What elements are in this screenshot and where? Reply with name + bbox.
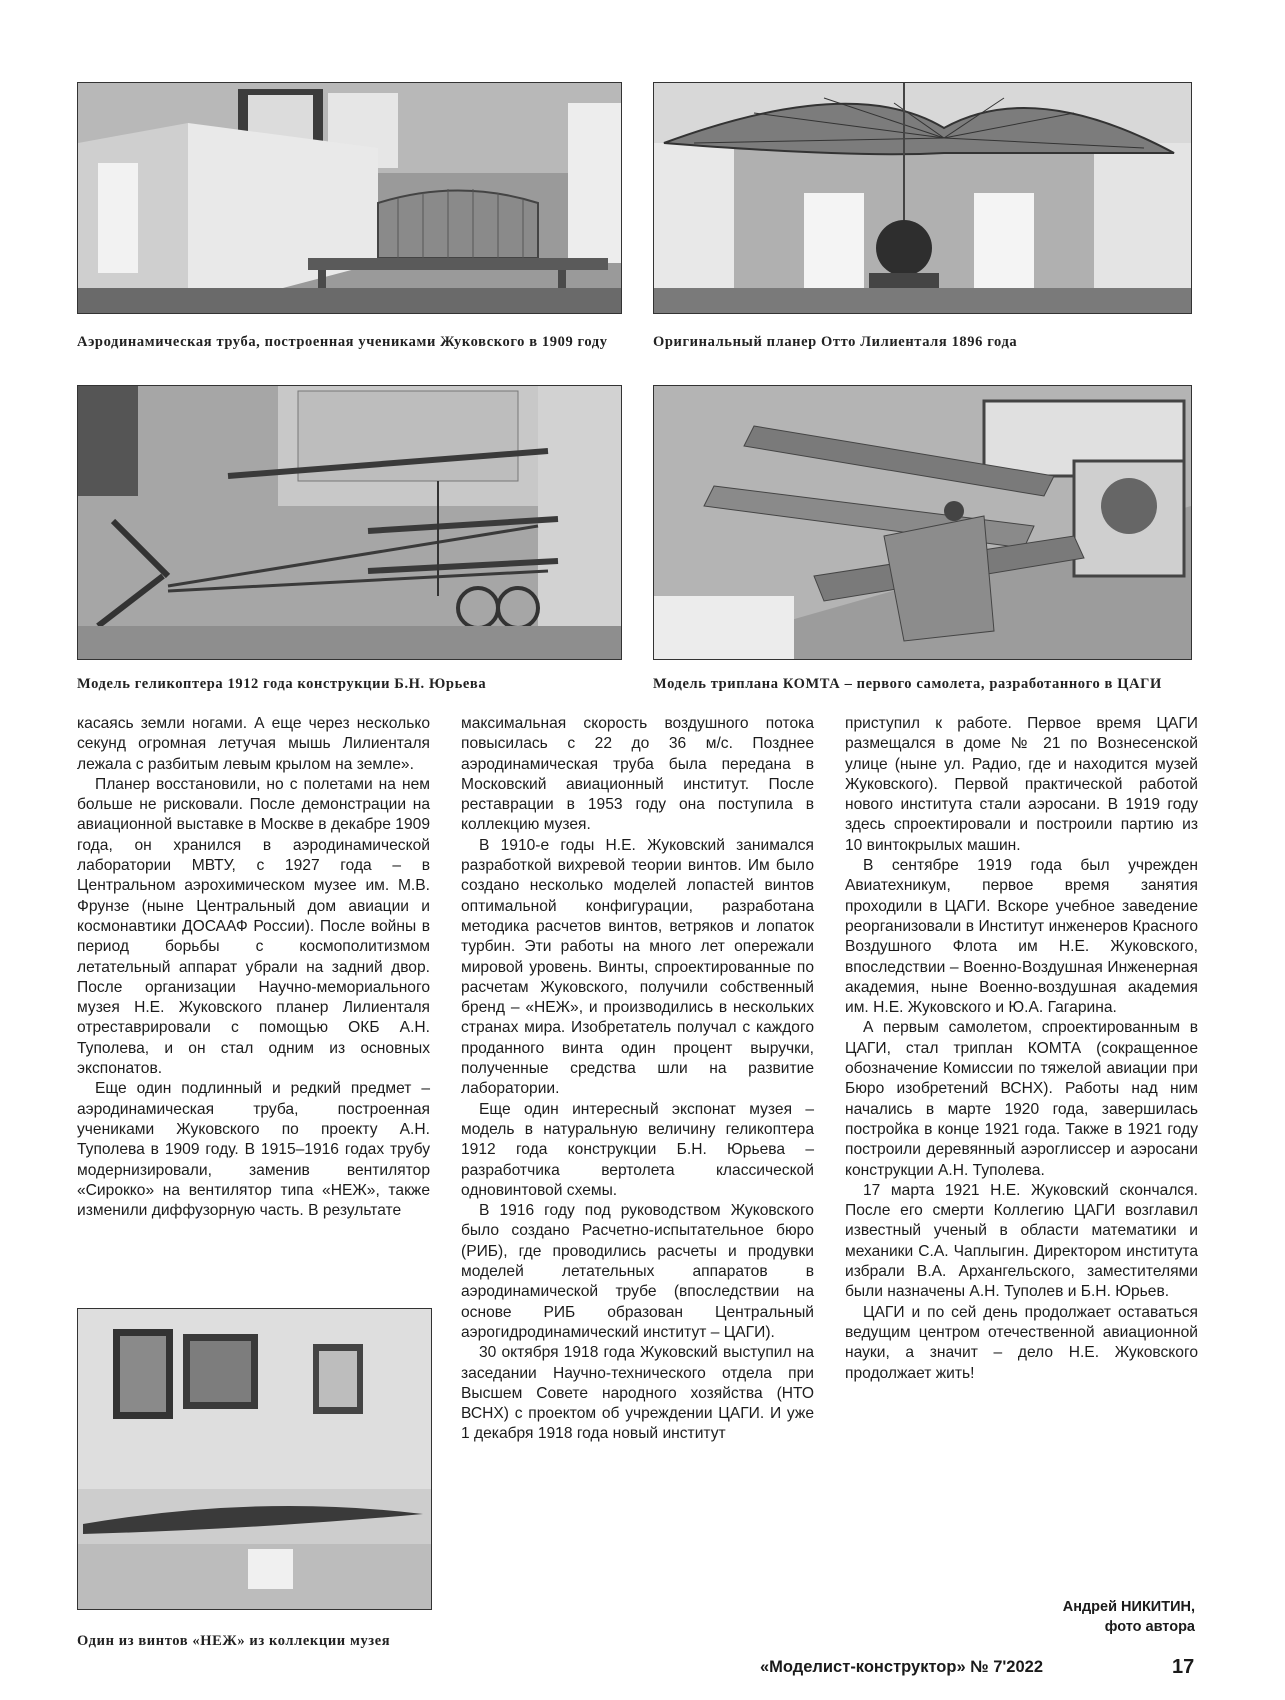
paragraph: А первым самолетом, спроектированным в ЦАГИ, стал триплан КОМТА (сокращенное обозначение Комиссии по тяжелой авиации при Бюро изобретений ВСНХ). Работы над ним начались в марте 1920 года, завершилась постройка в конце 1921 года. Также в 1921 году построили деревянный аэроглиссер и аэросани конструкции А.Н. Туполева. <box>845 1019 1198 1179</box>
paragraph: 17 марта 1921 Н.Е. Жуковский скончался. После его смерти Коллегию ЦАГИ возглавил известный ученый в области математики и механики С.А. Чаплыгин. Директором института избрали В.А. Архангельского, заместителями были назначены А.Н. Туполев и Б.Н. Юрьев. <box>845 1181 1198 1301</box>
paragraph: 30 октября 1918 года Жуковский выступил на заседании Научно-технического отдела при Высшем Совете народного хозяйства (НТО ВСНХ) с проектом об учреждении ЦАГИ. И уже 1 декабря 1918 года новый институт <box>461 1344 814 1443</box>
paragraph: Планер восстановили, но с полетами на нем больше не рисковали. После демонстрации на авиационной выставке в Москве в декабре 1909 года, он хранился в аэродинамической лаборатории МВТУ, с 1927 года – в Центральном аэрохимическом музее им. М.В. Фрунзе (ныне Центральный дом авиации и космонавтики ДОСААФ России). После войны в период борьбы с космополитизмом летательный аппарат убрали на задний двор. После организации Научно-мемориального музея Н.Е. Жуковского планер Лилиенталя отреставрировали с помощью ОКБ А.Н. Туполева, и он стал одним из основных экспонатов. <box>77 775 430 1078</box>
glider-caption: Оригинальный планер Отто Лилиенталя 1896 года <box>653 334 1018 350</box>
photo-credit: фото автора <box>1104 1619 1195 1635</box>
paragraph: В сентябре 1919 года был учрежден Авиатехникум, первое время занятия проходили в ЦАГИ. Вскоре учебное заведение реорганизовали в Институт инженеров Красного Воздушного Флота им Н.Е. Жуковского, впоследствии – Военно-Воздушная Инженерная академия, ныне Военно-воздушная академия им. Н.Е. Жуковского и Ю.А. Гагарина. <box>845 857 1198 1017</box>
komta-triplane-photo <box>653 385 1192 660</box>
paragraph: касаясь земли ногами. А еще через несколько секунд огромная летучая мышь Лилиенталя лежала с разбитым левым крылом на земле». <box>77 715 430 773</box>
propeller-caption: Один из винтов «НЕЖ» из коллекции музея <box>77 1633 391 1649</box>
author-name: Андрей НИКИТИН, <box>1062 1599 1195 1615</box>
magazine-issue: «Моделист-конструктор» № 7'2022 <box>760 1658 1044 1676</box>
article-column-1 <box>77 714 430 1221</box>
wind-tunnel-caption: Аэродинамическая труба, построенная учениками Жуковского в 1909 году <box>77 334 608 350</box>
article-column-3 <box>845 714 1198 1384</box>
paragraph: приступил к работе. Первое время ЦАГИ размещался в доме № 21 по Вознесенской улице (ныне ул. Радио, где и находится музей Жуковского). Первой практической работой нового института стали аэросани. В 1919 году здесь спроектировали и построили партию из 10 винтокрылых машин. <box>845 715 1198 854</box>
paragraph: максимальная скорость воздушного потока повысилась с 22 до 36 м/с. Позднее аэродинамическая труба была передана в Московский авиационный институт. После реставрации в 1953 году она поступила в коллекцию музея. <box>461 715 814 834</box>
article-column-2 <box>461 714 814 1445</box>
helicopter-caption: Модель геликоптера 1912 года конструкции Б.Н. Юрьева <box>77 676 487 692</box>
paragraph: ЦАГИ и по сей день продолжает оставаться ведущим центром отечественной авиационной науки, а значит – дело Н.Е. Жуковского продолжает жить! <box>845 1303 1198 1382</box>
triplane-caption: Модель триплана КОМТА – первого самолета, разработанного в ЦАГИ <box>653 676 1162 692</box>
lilienthal-glider-photo <box>653 82 1192 314</box>
page-number: 17 <box>1172 1656 1195 1678</box>
wind-tunnel-photo <box>77 82 622 314</box>
helicopter-model-photo <box>77 385 622 660</box>
nezh-propeller-photo <box>77 1308 432 1610</box>
paragraph: В 1916 году под руководством Жуковского было создано Расчетно-испытательное бюро (РИБ), где проводились расчеты и продувки моделей летательных аппаратов в аэродинамической трубе (впоследствии на основе РИБ образован Центральный аэрогидродинамический институт – ЦАГИ). <box>461 1202 814 1341</box>
paragraph: Еще один интересный экспонат музея – модель в натуральную величину геликоптера 1912 года конструкции Б.Н. Юрьева – разработчика вертолета классической одновинтовой схемы. <box>461 1100 814 1199</box>
author-signature <box>845 1597 1195 1637</box>
paragraph: Еще один подлинный и редкий предмет – аэродинамическая труба, построенная учениками Жуковского по проекту А.Н. Туполева в 1909 году. В 1915–1916 годах трубу модернизировали, заменив вентилятор «Сирокко» на вентилятор типа «НЕЖ», также изменили диффузорную часть. В результате <box>77 1080 430 1220</box>
paragraph: В 1910-е годы Н.Е. Жуковский занимался разработкой вихревой теории винтов. Им было создано несколько моделей лопастей винтов оптимальной конфигурации, разработана методика расчетов винтов, ветряков и лопаток турбин. Эти работы на много лет опережали мировой уровень. Винты, спроектированные по расчетам Жуковского, получили собственный бренд – «НЕЖ», и производились в нескольких странах мира. Изобретатель получал с каждого проданного винта один процент выручки, полученные средства шли на развитие лаборатории. <box>461 836 814 1098</box>
